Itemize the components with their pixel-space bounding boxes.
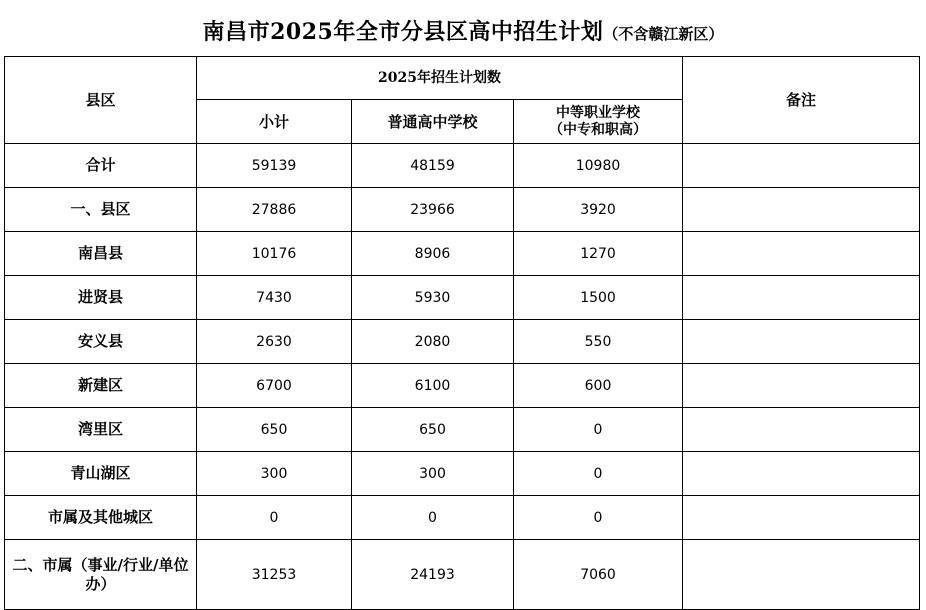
remarks-cell: [683, 232, 920, 276]
subtotal-cell: 7430: [197, 276, 352, 320]
header-county: 县区: [5, 57, 197, 144]
vocational-cell: 3920: [514, 188, 683, 232]
remarks-cell: [683, 496, 920, 540]
enrollment-plan-table: [4, 56, 920, 610]
county-cell: 二、市属（事业/行业/单位办）: [5, 540, 197, 610]
remarks-cell: [683, 408, 920, 452]
subtotal-cell: 6700: [197, 364, 352, 408]
table-row: [5, 408, 920, 452]
general-high-cell: 6100: [352, 364, 514, 408]
remarks-cell: [683, 452, 920, 496]
header-plan-group: 2025年招生计划数: [197, 57, 683, 100]
vocational-cell: 0: [514, 496, 683, 540]
remarks-cell: [683, 364, 920, 408]
general-high-cell: 8906: [352, 232, 514, 276]
vocational-cell: 600: [514, 364, 683, 408]
county-cell: 南昌县: [5, 232, 197, 276]
subtotal-cell: 2630: [197, 320, 352, 364]
header-general-high: 普通高中学校: [352, 100, 514, 144]
header-row-top: [5, 57, 920, 100]
general-high-cell: 2080: [352, 320, 514, 364]
county-cell: 一、县区: [5, 188, 197, 232]
vocational-cell: 0: [514, 408, 683, 452]
general-high-cell: 48159: [352, 144, 514, 188]
header-vocational: [514, 100, 683, 144]
subtotal-cell: 0: [197, 496, 352, 540]
general-high-cell: 650: [352, 408, 514, 452]
vocational-cell: 1270: [514, 232, 683, 276]
remarks-cell: [683, 144, 920, 188]
table-row: [5, 232, 920, 276]
vocational-cell: 0: [514, 452, 683, 496]
table-row: [5, 540, 920, 610]
subtotal-cell: 31253: [197, 540, 352, 610]
header-vocational-line1: 中等职业学校: [556, 104, 640, 121]
header-remarks: 备注: [683, 57, 920, 144]
table-row: [5, 452, 920, 496]
title-main: 南昌市2025年全市分县区高中招生计划: [202, 19, 604, 45]
general-high-cell: 5930: [352, 276, 514, 320]
vocational-cell: 550: [514, 320, 683, 364]
document-title: [0, 14, 926, 50]
header-vocational-line2: （中专和职高）: [549, 121, 647, 138]
remarks-cell: [683, 188, 920, 232]
general-high-cell: 24193: [352, 540, 514, 610]
subtotal-cell: 27886: [197, 188, 352, 232]
county-cell: 湾里区: [5, 408, 197, 452]
remarks-cell: [683, 276, 920, 320]
table-row: [5, 496, 920, 540]
vocational-cell: 1500: [514, 276, 683, 320]
county-cell: 进贤县: [5, 276, 197, 320]
table-row: [5, 320, 920, 364]
general-high-cell: 23966: [352, 188, 514, 232]
county-cell: 青山湖区: [5, 452, 197, 496]
table-row: [5, 188, 920, 232]
table-row: [5, 144, 920, 188]
subtotal-cell: 650: [197, 408, 352, 452]
subtotal-cell: 59139: [197, 144, 352, 188]
general-high-cell: 0: [352, 496, 514, 540]
county-cell: 安义县: [5, 320, 197, 364]
vocational-cell: 7060: [514, 540, 683, 610]
title-note: （不含赣江新区）: [603, 25, 724, 43]
remarks-cell: [683, 320, 920, 364]
remarks-cell: [683, 540, 920, 610]
table-row: [5, 276, 920, 320]
vocational-cell: 10980: [514, 144, 683, 188]
subtotal-cell: 300: [197, 452, 352, 496]
general-high-cell: 300: [352, 452, 514, 496]
county-cell: 新建区: [5, 364, 197, 408]
table-row: [5, 364, 920, 408]
subtotal-cell: 10176: [197, 232, 352, 276]
header-subtotal: 小计: [197, 100, 352, 144]
county-cell: 市属及其他城区: [5, 496, 197, 540]
county-cell: 合计: [5, 144, 197, 188]
